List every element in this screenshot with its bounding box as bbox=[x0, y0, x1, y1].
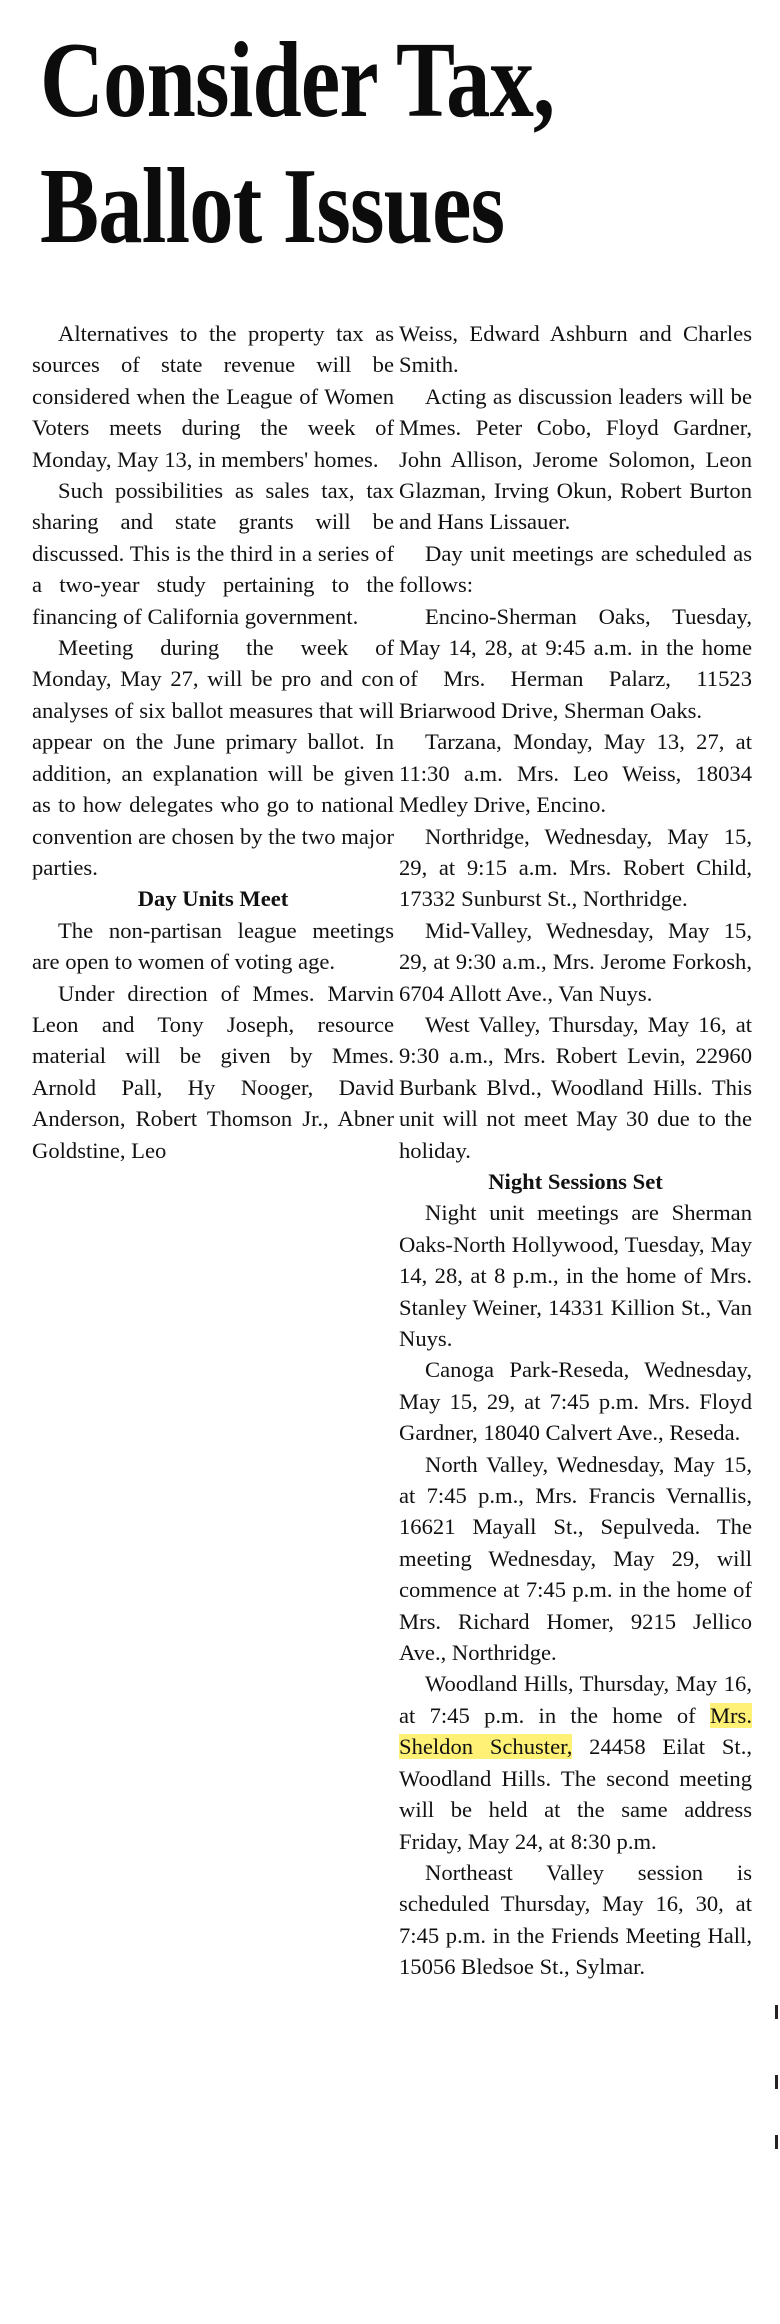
text-run: Woodland Hills, Thursday, May 16, at 7:45 p.m. in the home of bbox=[399, 1671, 752, 1728]
paragraph: Canoga Park-Reseda, Wednesday, May 15, 29, at 7:45 p.m. Mrs. Floyd Gardner, 18040 Calvert Ave., Reseda. bbox=[399, 1357, 752, 1446]
article-column-right bbox=[399, 318, 752, 1983]
subhead-day-units: Day Units Meet bbox=[137, 886, 289, 912]
paragraph-continued: Weiss, Edward Ashburn and Charles Smith. bbox=[399, 321, 752, 378]
headline-line-1: Consider Tax, bbox=[40, 21, 555, 140]
paragraph: Under direction of Mmes. Marvin Leon and Tony Joseph, resource material will be given by Mmes. Arnold Pall, Hy Nooger, David Anderson, Robert Thomson Jr., Abner Goldstine, Leo bbox=[32, 980, 394, 1163]
paragraph: Day unit meetings are scheduled as follows: bbox=[399, 540, 752, 598]
paragraph: The non-partisan league meetings are open to women of voting age. bbox=[32, 917, 394, 975]
page-edge-mark bbox=[775, 2135, 778, 2149]
paragraph: Mid-Valley, Wednesday, May 15, 29, at 9:30 a.m., Mrs. Jerome Forkosh, 6704 Allott Ave., Van Nuys. bbox=[399, 917, 752, 1006]
paragraph: Acting as discussion leaders will be Mmes. Peter Cobo, Floyd Gardner, John Allison, Jerome Solomon, Leon Glazman, Irving Okun, Robert Burton and Hans Lissauer. bbox=[399, 383, 752, 535]
paragraph: Such possibilities as sales tax, tax sharing and state grants will be discussed. This is the third in a series of a two-year study pertaining to the financing of California government. bbox=[32, 478, 394, 629]
highlighted-name: Mrs. Sheldon Schuster, bbox=[399, 1702, 752, 1760]
paragraph: North Valley, Wednesday, May 15, at 7:45 p.m., Mrs. Francis Vernallis, 16621 Mayall St., Sepulveda. The meeting Wednesday, May 29, will commence at 7:45 p.m. in the home of Mrs. Richard Homer, 9215 Jellico Ave., Northridge. bbox=[399, 1451, 752, 1666]
headline-line-2: Ballot Issues bbox=[40, 147, 505, 266]
headline bbox=[40, 18, 647, 270]
page-edge-mark bbox=[775, 2075, 778, 2089]
page-edge-mark bbox=[775, 2005, 778, 2019]
paragraph: Northridge, Wednesday, May 15, 29, at 9:15 a.m. Mrs. Robert Child, 17332 Sunburst St., Northridge. bbox=[399, 823, 752, 912]
article-column-left bbox=[32, 318, 394, 1166]
paragraph: Meeting during the week of Monday, May 27, will be pro and con analyses of six ballot measures that will appear on the June primary ballot. In addition, an explanation will be given as to how delegates who go to national convention are chosen by the two major parties. bbox=[32, 635, 394, 880]
paragraph: Tarzana, Monday, May 13, 27, at 11:30 a.m. Mrs. Leo Weiss, 18034 Medley Drive, Encino. bbox=[399, 729, 752, 818]
text-run: 24458 Eilat St., Woodland Hills. The second meeting will be held at the same address Friday, May 24, at 8:30 p.m. bbox=[399, 1734, 752, 1854]
paragraph: West Valley, Thursday, May 16, at 9:30 a.m., Mrs. Robert Levin, 22960 Burbank Blvd., Woodland Hills. This unit will not meet May 30 due to the holiday. bbox=[399, 1011, 752, 1163]
paragraph: Northeast Valley session is scheduled Thursday, May 16, 30, at 7:45 p.m. in the Friends Meeting Hall, 15056 Bledsoe St., Sylmar. bbox=[399, 1859, 752, 1980]
paragraph: Alternatives to the property tax as sources of state revenue will be considered when the League of Women Voters meets during the week of Monday, May 13, in members' homes. bbox=[32, 321, 394, 472]
subhead-night-sessions: Night Sessions Set bbox=[488, 1168, 663, 1194]
paragraph: Encino-Sherman Oaks, Tuesday, May 14, 28, at 9:45 a.m. in the home of Mrs. Herman Palarz, 11523 Briarwood Drive, Sherman Oaks. bbox=[399, 603, 752, 723]
paragraph: Night unit meetings are Sherman Oaks-North Hollywood, Tuesday, May 14, 28, at 8 p.m., in the home of Mrs. Stanley Weiner, 14331 Killion St., Van Nuys. bbox=[399, 1200, 752, 1351]
paragraph-woodland-hills bbox=[399, 1668, 752, 1856]
